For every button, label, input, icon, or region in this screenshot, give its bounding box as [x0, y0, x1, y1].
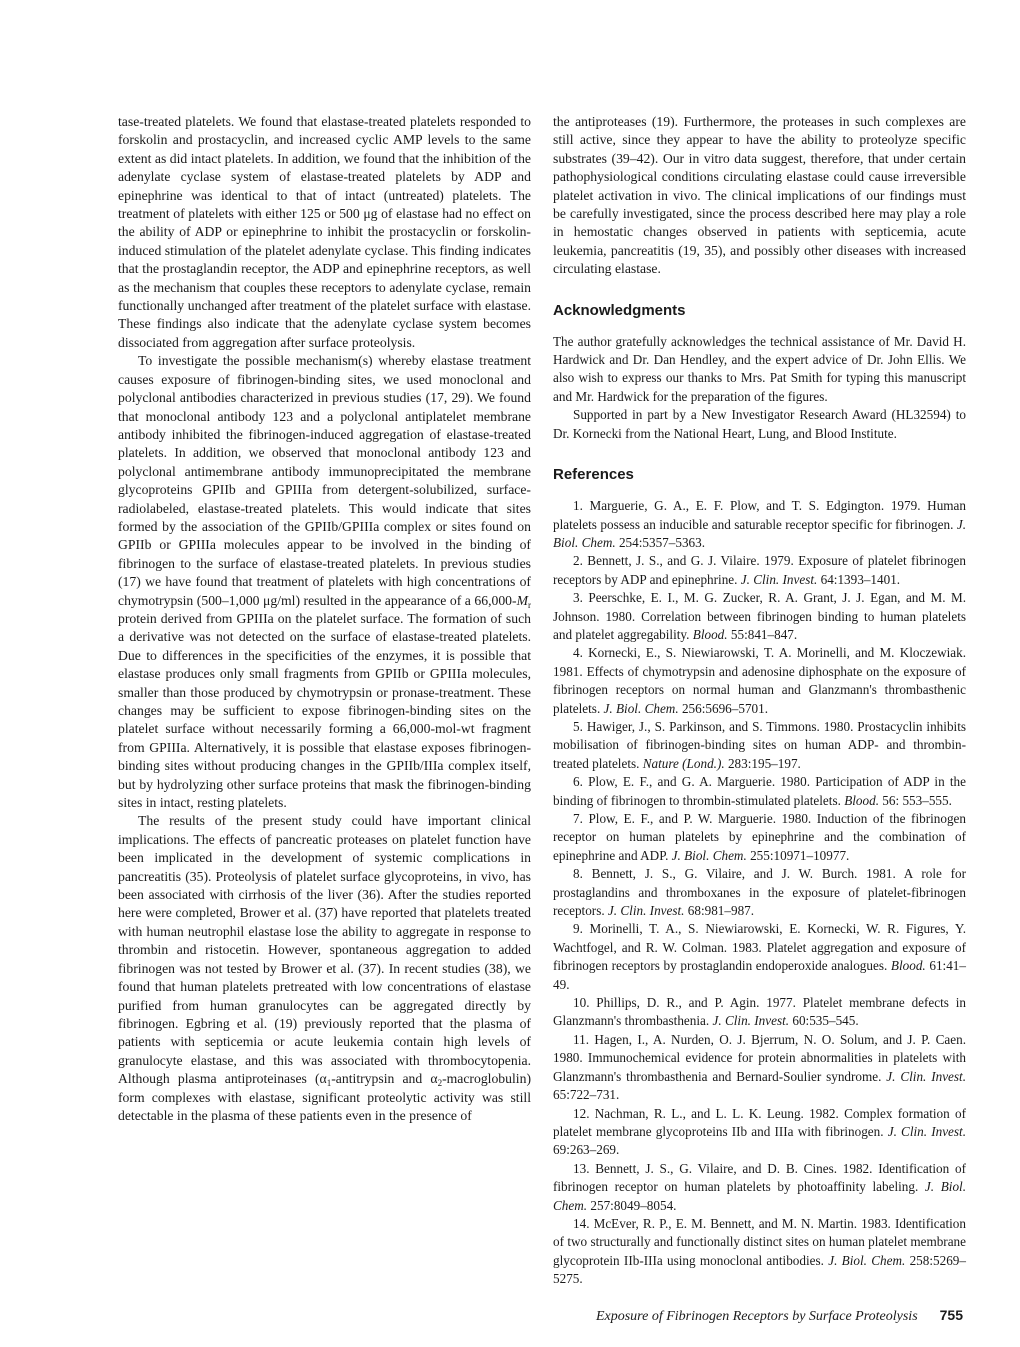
reference-item — [553, 773, 966, 810]
reference-item — [553, 994, 966, 1031]
reference-item — [553, 920, 966, 994]
reference-text: 7. Plow, E. F., and P. W. Marguerie. 1980. Induction of the fibrinogen receptor on human platelets by epinephrine and the combination of epinephrine and ADP. — [553, 811, 966, 863]
reference-item — [553, 718, 966, 773]
acknowledgments-text: The author gratefully acknowledges the technical assistance of Mr. David H. Hardwick and Dr. Dan Hendley, and the expert advice of Dr. John Ellis. We also wish to express our thanks to Mrs. Pat Smith for typing this manuscript and Mr. Hardwick for the preparation of the figures. — [553, 333, 966, 404]
body-paragraph: tase-treated platelets. We found that elastase-treated platelets responded to forskolin and prostacyclin, and increased cyclic AMP levels to the same extent as did intact platelets. In addition, we found that the inhibition of the adenylate cyclase system of elastase-treated platelets by ADP and epinephrine was identical to that of intact (untreated) platelets. The treatment of platelets with either 125 or 500 μg of elastase had no effect on the ability of ADP or epinephrine to inhibit the prostacyclin or forskolin-induced stimulation of the platelet adenylate cyclase. This finding indicates that the prostaglandin receptor, the ADP and epinephrine receptors, as well as the mechanism that couples these receptors to adenylate cyclase, remain functionally unchanged after treatment of the platelet surface with elastase. These findings also indicate that the adenylate cyclase system becomes dissociated from aggregation after surface proteolysis. — [118, 114, 531, 350]
reference-item — [553, 589, 966, 644]
reference-journal: J. Biol. Chem. — [553, 1179, 966, 1213]
reference-text: 5. Hawiger, J., S. Parkinson, and S. Timmons. 1980. Prostacyclin inhibits mobilisation of fibrinogen-binding sites on human ADP- and thrombin-treated platelets. — [553, 718, 966, 771]
reference-text: 56: 553–555. — [879, 792, 952, 808]
reference-journal: J. Biol. Chem. — [671, 847, 747, 863]
reference-text: 64:1393–1401. — [817, 571, 901, 587]
reference-item — [553, 497, 966, 552]
reference-journal: J. Clin. Invest. — [607, 903, 685, 919]
reference-text: 11. Hagen, I., A. Nurden, O. J. Bjerrum, N. O. Solum, and J. P. Caen. 1980. Immunochemical evidence for protein abnormalities in platelets with Glanzmann's thrombasthenia and Bernard-Soulier syndrome. — [553, 1031, 966, 1084]
reference-text: 254:5357–5363. — [615, 534, 706, 550]
reference-text: 4. Kornecki, E., S. Niewiarowski, T. A. Morinelli, and M. Kloczewiak. 1981. Effects of chymotrypsin and adenosine diphosphate on the exposure of fibrinogen receptors on normal human and Glanzmann's thrombasthenic platelets. — [553, 645, 966, 716]
reference-journal: Blood. — [890, 958, 926, 974]
reference-item — [553, 1160, 966, 1215]
text-segment: M — [516, 592, 528, 608]
reference-text: 9. Morinelli, T. A., S. Niewiarowski, E. Kornecki, W. R. Figures, Y. Wachtfogel, and R. W. Colman. 1983. Platelet aggregation and exposure of fibrinogen receptors by prostaglandin endoperoxide analogues. — [553, 921, 966, 974]
reference-journal: Nature (Lond.). — [642, 755, 725, 771]
reference-text: 12. Nachman, R. L., and L. L. K. Leung. 1982. Complex formation of platelet membrane glycoproteins IIb and IIIa with fibrinogen. — [553, 1105, 966, 1139]
page-number: 755 — [939, 1306, 963, 1323]
body-paragraph — [118, 812, 531, 1125]
text-segment: To investigate the possible mechanism(s) whereby elastase treatment causes exposure of fibrinogen-binding sites, we used monoclonal and polyclonal antibodies characterized in previous studies (17, 29). We found that monoclonal antibody 123 and a polyclonal antiplatelet membrane antibody inhibited the fibrinogen-induced aggregation of elastase-treated platelets. In addition, we observed that monoclonal antibody 123 and polyclonal antimembrane antibody immunoprecipitated the membrane glycoproteins GPIIb and GPIIIa from detergent-solubilized, surface-radiolabeled, elastase-treated platelets. This would indicate that sites formed by the association of the GPIIb/GPIIIa complex or sites found on GPIIb or GPIIIa molecules appear to be involved in the binding of fibrinogen to the surface of elastase-treated platelets. In previous studies (17) we have found that treatment of platelets with high concentrations of chymotrypsin (500–1,000 μg/ml) resulted in the appearance of a 66,000- — [118, 353, 531, 608]
reference-text: 10. Phillips, D. R., and P. Agin. 1977. Platelet membrane defects in Glanzmann's thrombasthenia. — [553, 995, 966, 1029]
reference-text: 3. Peerschke, E. I., M. G. Zucker, R. A. Grant, J. J. Egan, and M. M. Johnson. 1980. Correlation between fibrinogen binding to human platelets and platelet aggregability. — [553, 590, 966, 642]
reference-text: 61:41–49. — [553, 958, 966, 992]
reference-text: 69:263–269. — [553, 1142, 620, 1158]
reference-journal: Blood. — [844, 792, 879, 808]
columns — [118, 113, 967, 1289]
reference-text: 6. Plow, E. F., and G. A. Marguerie. 1980. Participation of ADP in the binding of fibrinogen to thrombin-stimulated platelets. — [553, 774, 966, 808]
reference-item — [553, 1105, 966, 1160]
reference-text: 283:195–197. — [724, 755, 801, 771]
page-footer — [118, 1305, 963, 1327]
reference-text: 256:5696–5701. — [678, 700, 769, 716]
reference-journal: J. Clin. Invest. — [887, 1123, 967, 1139]
left-column — [118, 113, 531, 1125]
reference-journal: J. Clin. Invest. — [886, 1068, 967, 1084]
reference-text: 68:981–987. — [684, 903, 755, 919]
reference-journal: J. Biol. Chem. — [603, 700, 679, 716]
reference-text: 8. Bennett, J. S., G. Vilaire, and J. W. Burch. 1981. A role for prostaglandins and thromboxanes in the exposure of platelet-fibrinogen receptors. — [553, 866, 966, 919]
reference-item — [553, 1031, 966, 1105]
reference-text: 257:8049–8054. — [587, 1197, 677, 1213]
reference-text: 255:10971–10977. — [746, 847, 850, 863]
acknowledgments-heading: Acknowledgments — [553, 301, 686, 319]
reference-text: 65:722–731. — [553, 1087, 620, 1103]
references-heading: References — [553, 466, 634, 484]
text-segment: 2 — [437, 1078, 443, 1089]
reference-text: 258:5269–5275. — [553, 1252, 966, 1287]
reference-journal: J. Clin. Invest. — [740, 571, 818, 587]
reference-text: 2. Bennett, J. S., and G. J. Vilaire. 1979. Exposure of platelet fibrinogen receptors by ADP and epinephrine. — [553, 553, 966, 587]
reference-journal: Blood. — [692, 626, 728, 642]
funding-text: Supported in part by a New Investigator Research Award (HL32594) to Dr. Kornecki from the National Heart, Lung, and Blood Institute. — [553, 407, 966, 441]
reference-list — [553, 497, 966, 1288]
text-segment: -macroglobulin) form complexes with elastase, significant proteolytic activity was still detectable in the plasma of these patients even in the presence of — [118, 1071, 532, 1123]
reference-item — [553, 810, 966, 865]
reference-item — [553, 644, 966, 718]
reference-text: 13. Bennett, J. S., G. Vilaire, and D. B. Cines. 1982. Identification of fibrinogen receptor on human platelets by photoaffinity labeling. — [553, 1160, 966, 1195]
text-segment: The results of the present study could have important clinical implications. The effects of pancreatic proteases on platelet function have been implicated in the development of systemic complications in pancreatitis (35). Proteolysis of platelet surface glycoproteins, in vivo, has been associated with cirrhosis of the liver (36). After the studies reported here were completed, Brower et al. (37) have reported that platelets treated with human neutrophil elastase lose the ability to aggregate in response to thrombin and ristocetin. However, spontaneous aggregation to added fibrinogen was not tested by Brower et al. (37). In recent studies (38), we found that human platelets pretreated with low concentrations of elastase purified from human granulocytes can be aggregated directly by fibrinogen. Egbring et al. (19) previously reported that the plasma of patients with septicemia or acute leukemia contain high levels of granulocyte elastase, and this was associated with thrombocytopenia. Although plasma antiproteinases (α — [118, 813, 531, 1087]
text-segment: protein derived from GPIIIa on the platelet surface. The formation of such a derivative was not detected on the surface of elastase-treated platelets. Due to differences in the specificities of the enzymes, it is possible that elastase produces only small fragments from GPIIb or GPIIIa molecules, smaller than those produced by chymotrypsin or pronase-treatment. These changes may be sufficient to expose fibrinogen-binding sites on the platelet surface without necessarily forming a 66,000-mol-wt fragment from GPIIIa. Alternatively, it is possible that elastase exposes fibrinogen-binding sites without producing changes in the GPIIb/IIIa complex itself, but by hydrolyzing other surface proteins that mask the fibrinogen-binding sites in intact, resting platelets. — [118, 610, 531, 811]
reference-text: 14. McEver, R. P., E. M. Bennett, and M. N. Martin. 1983. Identification of two structurally and functionally distinct sites on human platelet membrane glycoprotein IIb-IIIa using monoclonal antibodies. — [553, 1215, 966, 1268]
right-column — [553, 113, 966, 1289]
running-title: Exposure of Fibrinogen Receptors by Surface Proteolysis — [595, 1308, 918, 1324]
reference-item — [553, 552, 966, 589]
reference-text: 55:841–847. — [727, 626, 798, 642]
reference-item — [553, 865, 966, 920]
reference-text: 1. Marguerie, G. A., E. F. Plow, and T. S. Edgington. 1979. Human platelets possess an inducible and saturable receptor specific for fibrinogen. — [553, 498, 966, 532]
text-segment: -antitrypsin and α — [331, 1071, 438, 1087]
text-segment: r — [528, 599, 531, 610]
reference-journal: J. Biol. Chem. — [553, 516, 966, 550]
body-paragraph: the antiproteases (19). Furthermore, the proteases in such complexes are still active, since they appear to have the ability to proteolyze specific substrates (39–42). Our in vitro data suggest, therefore, that under certain pathophysiological conditions circulating elastase could cause irreversible platelet activation in vivo. The clinical implications of our findings must be carefully investigated, since the process described here may play a role in hemostatic changes observed in patients with septicemia, acute leukemia, pancreatitis (19, 35), and possibly other diseases with increased circulating elastase. — [553, 114, 966, 277]
reference-journal: J. Clin. Invest. — [712, 1013, 790, 1029]
reference-text: 60:535–545. — [789, 1013, 859, 1029]
body-paragraph — [118, 352, 531, 812]
reference-item — [553, 1215, 966, 1289]
reference-journal: J. Biol. Chem. — [828, 1252, 906, 1268]
text-segment: 1 — [326, 1078, 332, 1089]
